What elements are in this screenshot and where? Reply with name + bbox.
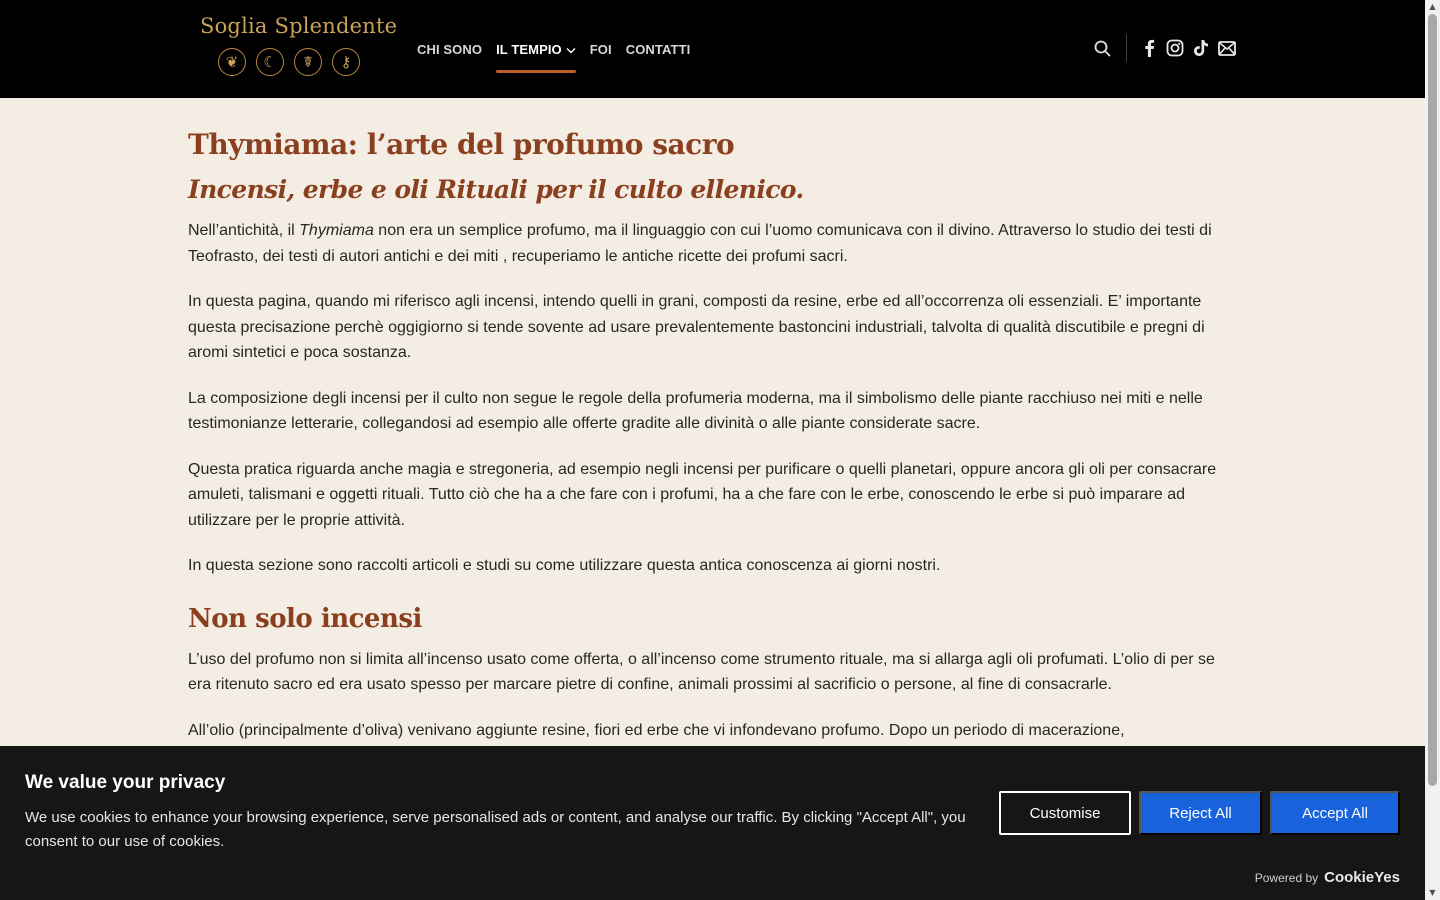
scroll-up-arrow-icon[interactable]: ▲ — [1429, 2, 1436, 11]
header-divider — [1126, 34, 1127, 62]
nav-item-label: CONTATTI — [625, 41, 691, 57]
scroll-down-arrow-icon[interactable]: ▼ — [1429, 888, 1436, 897]
page-scrollbar[interactable] — [1425, 0, 1440, 900]
instagram-icon[interactable] — [1165, 38, 1185, 58]
nav-item-label: IL TEMPIO — [496, 41, 562, 57]
facebook-icon[interactable] — [1139, 38, 1159, 58]
customise-button[interactable]: Customise — [999, 791, 1131, 835]
main-nav — [417, 0, 704, 98]
logo-symbols — [218, 46, 360, 80]
paragraph-intro — [188, 218, 1238, 269]
paragraph-sezione: In questa sezione sono raccolti articoli e studi su come utilizzare questa antica conoscenza ai giorni nostri. — [188, 557, 941, 574]
thymiama-emphasis: Thymiama — [299, 222, 374, 239]
section-title: Non solo incensi — [188, 603, 422, 634]
header-icons — [1092, 34, 1237, 62]
reject-all-button[interactable]: Reject All — [1139, 791, 1262, 835]
paragraph-text: Nell’antichità, il — [188, 222, 300, 239]
page-title: Thymiama: l’arte del profumo sacro — [188, 128, 735, 161]
cookie-banner — [0, 746, 1425, 900]
tiktok-icon[interactable] — [1191, 38, 1211, 58]
site-logo[interactable] — [200, 14, 398, 80]
moon-icon: ☾ — [256, 48, 284, 76]
powered-by — [1255, 869, 1400, 886]
cookie-title: We value your privacy — [25, 772, 226, 793]
search-icon[interactable] — [1092, 38, 1112, 58]
accept-all-button[interactable]: Accept All — [1270, 791, 1400, 835]
cookie-description: We use cookies to enhance your browsing experience, serve personalised ads or content, and analyse our traffic. By clicking "Accept All", you consent to our use of cookies. — [25, 809, 966, 850]
powered-by-label: Powered by — [1254, 871, 1319, 885]
nav-item-foi[interactable] — [590, 42, 612, 57]
logo-text: Soglia Splendente — [200, 14, 398, 38]
email-icon[interactable] — [1217, 38, 1237, 58]
paragraph-incensi: In questa pagina, quando mi riferisco agli incensi, intendo quelli in grani, composti da resine, erbe ed all’occorrenza oli essenziali. E’ importante questa precisazione perchè oggigiorno si tende sovente ad usare prevalentemente bastoncini industriali, talvolta di qualità discutibile e pregni di aromi sintetici e poca sostanza. — [188, 293, 1205, 361]
nav-item-label: CHI SONO — [417, 41, 483, 57]
paragraph-composizione: La composizione degli incensi per il culto non segue le regole della profumeria moderna, ma il simbolismo delle piante racchiuso nei miti e nelle testimonianze letterarie, collegandosi ad esempio alle offerte gradite alle divinità o alle piante considerate sacre. — [188, 389, 1203, 432]
nav-item-chi-sono[interactable] — [417, 42, 482, 57]
site-header — [0, 0, 1425, 98]
paragraph-text: non era un semplice profumo, ma il linguaggio con cui l’uomo comunicava con il divino. Attraverso lo studio dei testi di Teofrasto, dei testi di autori antichi e dei miti , recuperiamo le antiche ricette dei profumi sacri. — [188, 222, 1212, 265]
laurel-icon: ❦ — [218, 48, 246, 76]
chevron-down-icon — [566, 42, 576, 57]
cookieyes-logo[interactable]: CookieYes — [1324, 869, 1400, 886]
nav-item-label: FOI — [589, 41, 612, 57]
scrollbar-thumb[interactable] — [1428, 14, 1437, 786]
article-content — [188, 124, 1238, 763]
caduceus-icon: ☤ — [294, 48, 322, 76]
key-icon: ⚷ — [332, 48, 360, 76]
nav-item-contatti[interactable] — [626, 42, 691, 57]
nav-item-il-tempio[interactable] — [496, 42, 576, 57]
paragraph-oli: L’uso del profumo non si limita all’incenso usato come offerta, o all’incenso come strumento rituale, ma si allarga agli oli profumati. L’olio di per se era ritenuto sacro ed era usato spesso per marcare pietre di confine, animali prossimi al sacrificio o persone, al fine di consacrarle. — [188, 650, 1215, 693]
page-subtitle: Incensi, erbe e oli Rituali per il culto ellenico. — [188, 175, 804, 204]
paragraph-magia: Questa pratica riguarda anche magia e stregoneria, ad esempio negli incensi per purificare o quelli planetari, oppure ancora gli oli per consacrare amuleti, talismani e oggetti rituali. Tutto ciò che ha a che fare con i profumi, ha a che fare con le erbe, conoscendo le erbe si può imparare ad utilizzare per le proprie attività. — [188, 460, 1217, 529]
paragraph-olio-oliva: All’olio (principalmente d’oliva) venivano aggiunte resine, fiori ed erbe che vi infondevano profumo. Dopo un periodo di macerazione, — [188, 721, 1125, 739]
